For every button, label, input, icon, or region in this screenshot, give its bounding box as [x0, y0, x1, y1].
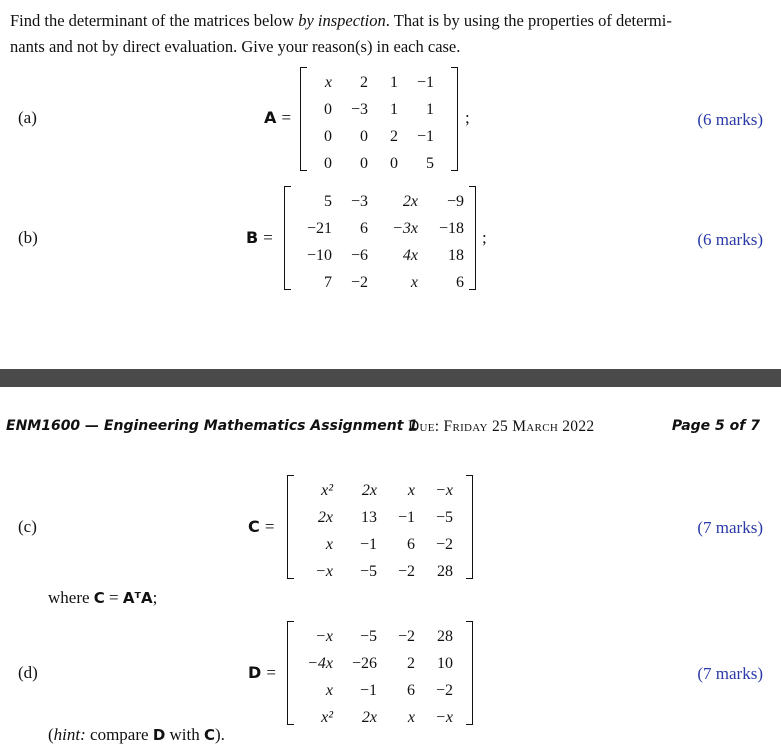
- matrix-cell: 0: [324, 128, 332, 145]
- matrix-cell: −1: [359, 536, 377, 553]
- matrix-cell: 5: [324, 193, 332, 210]
- matrix-cell: 13: [361, 509, 377, 526]
- matrix-cell: −3x: [392, 220, 418, 237]
- matrix-cell: 10: [437, 655, 453, 672]
- where-eq: =: [104, 588, 123, 607]
- equals: =: [266, 663, 276, 682]
- marks-d: (7 marks): [697, 664, 763, 683]
- matrix-c-table: [297, 477, 453, 585]
- matrix-cell: −3: [350, 101, 368, 118]
- page-break: [0, 369, 781, 387]
- where-clause: [48, 588, 157, 608]
- matrix-cell: −4x: [307, 655, 333, 672]
- matrix-a-row: [310, 69, 434, 96]
- matrix-cell: −6: [350, 247, 368, 264]
- marks-c: (7 marks): [697, 518, 763, 537]
- matrix-b-row: [294, 188, 464, 215]
- matrix-cell: −10: [306, 247, 332, 264]
- matrix-d-row: [297, 623, 453, 650]
- matrix-cell: −x: [315, 628, 333, 645]
- matrix-cell: x: [410, 274, 418, 291]
- matrix-cell: 2x: [317, 509, 333, 526]
- matrix-cell: −5: [359, 563, 377, 580]
- matrix-d-row: [297, 677, 453, 704]
- matrix-cell: −1: [416, 128, 434, 145]
- matrix-cell: −x: [315, 563, 333, 580]
- intro-text: Find the determinant of the matrices below: [10, 11, 299, 30]
- name-C: C: [248, 517, 260, 536]
- label-a: (a): [18, 108, 37, 127]
- matrix-cell: −18: [438, 220, 464, 237]
- matrix-cell: −1: [397, 509, 415, 526]
- matrix-a-row: [310, 150, 434, 177]
- matrix-cell: 2: [360, 74, 368, 91]
- matrix-cell: x: [324, 74, 332, 91]
- matrix-cell: 18: [448, 247, 464, 264]
- matrix-a-row: [310, 123, 434, 150]
- matrix-name-a: [264, 108, 291, 128]
- due-date: Due: Friday 25 March 2022: [408, 418, 595, 435]
- hint-close: ).: [215, 725, 225, 744]
- matrix-c-row: [297, 558, 453, 585]
- matrix-cell: 2x: [361, 709, 377, 726]
- where-end: ;: [152, 588, 158, 607]
- matrix-name-d: [248, 663, 276, 683]
- matrix-cell: −2: [350, 274, 368, 291]
- matrix-cell: 0: [324, 155, 332, 172]
- matrix-a-row: [310, 96, 434, 123]
- matrix-cell: −2: [397, 628, 415, 645]
- where-text: where: [48, 588, 94, 607]
- matrix-c: [287, 475, 473, 579]
- intro-text-cont: . That is by using the properties of determi-: [385, 11, 672, 30]
- hint-with: with: [165, 725, 204, 744]
- matrix-cell: 0: [324, 101, 332, 118]
- equals: =: [264, 517, 275, 536]
- marks-b: (6 marks): [697, 230, 763, 249]
- equals: =: [281, 108, 292, 127]
- matrix-cell: −2: [397, 563, 415, 580]
- equals: =: [263, 228, 273, 247]
- instructions: [10, 8, 770, 60]
- matrix-cell: 6: [407, 682, 415, 699]
- label-b: (b): [18, 228, 38, 247]
- matrix-d-row: [297, 704, 453, 731]
- matrix-cell: 0: [360, 155, 368, 172]
- matrix-cell: 1: [426, 101, 434, 118]
- matrix-b-table: [294, 188, 464, 296]
- matrix-cell: 0: [360, 128, 368, 145]
- matrix-d-row: [297, 650, 453, 677]
- name-A: A: [264, 108, 277, 127]
- intro-line2: nants and not by direct evaluation. Give your reason(s) in each case.: [10, 37, 461, 56]
- matrix-a-table: [310, 69, 434, 177]
- matrix-cell: −5: [359, 628, 377, 645]
- matrix-cell: −2: [435, 682, 453, 699]
- matrix-d-table: [297, 623, 453, 731]
- name-B: B: [246, 228, 259, 247]
- hint-open: (: [48, 725, 54, 744]
- matrix-cell: −21: [306, 220, 332, 237]
- matrix-cell: 6: [407, 536, 415, 553]
- hint: [48, 725, 225, 745]
- matrix-cell: 28: [437, 628, 453, 645]
- hint-C: C: [204, 726, 216, 744]
- label-d: (d): [18, 663, 38, 682]
- where-C: C: [93, 589, 105, 607]
- matrix-cell: 2x: [361, 482, 377, 499]
- matrix-b-row: [294, 242, 464, 269]
- matrix-cell: 28: [437, 563, 453, 580]
- matrix-cell: x²: [321, 482, 333, 499]
- matrix-cell: −x: [435, 709, 453, 726]
- matrix-cell: 5: [426, 155, 434, 172]
- matrix-b-row: [294, 215, 464, 242]
- where-ATA: AᵀA: [122, 589, 153, 607]
- matrix-cell: 2: [407, 655, 415, 672]
- matrix-c-row: [297, 504, 453, 531]
- page-number: Page 5 of 7: [671, 418, 760, 434]
- matrix-cell: 1: [390, 74, 398, 91]
- matrix-cell: 0: [390, 155, 398, 172]
- label-c: (c): [18, 517, 37, 536]
- matrix-cell: −3: [350, 193, 368, 210]
- intro-emphasis: by inspection: [298, 11, 386, 30]
- matrix-c-row: [297, 531, 453, 558]
- matrix-cell: 1: [390, 101, 398, 118]
- semicolon-a: ;: [465, 108, 470, 127]
- hint-text: compare: [85, 725, 153, 744]
- matrix-cell: 6: [360, 220, 368, 237]
- matrix-name-c: [248, 517, 274, 537]
- matrix-b: [284, 186, 476, 290]
- semicolon-b: ;: [482, 228, 487, 247]
- matrix-d: [287, 621, 473, 725]
- matrix-cell: 6: [456, 274, 464, 291]
- matrix-cell: 2x: [402, 193, 418, 210]
- name-D: D: [248, 663, 262, 682]
- hint-label: hint:: [53, 725, 86, 744]
- matrix-cell: −26: [351, 655, 377, 672]
- matrix-name-b: [246, 228, 273, 248]
- hint-D: D: [152, 726, 166, 744]
- matrix-cell: −1: [359, 682, 377, 699]
- matrix-cell: −1: [416, 74, 434, 91]
- matrix-cell: −x: [435, 482, 453, 499]
- matrix-a: [300, 67, 458, 171]
- matrix-cell: x²: [321, 709, 333, 726]
- matrix-c-row: [297, 477, 453, 504]
- matrix-cell: −9: [446, 193, 464, 210]
- matrix-cell: x: [407, 482, 415, 499]
- matrix-cell: x: [325, 682, 333, 699]
- matrix-cell: −5: [435, 509, 453, 526]
- matrix-cell: −2: [435, 536, 453, 553]
- matrix-cell: 7: [324, 274, 332, 291]
- marks-a: (6 marks): [697, 110, 763, 129]
- course-title: ENM1600 — Engineering Mathematics Assignment 1: [6, 418, 419, 434]
- matrix-cell: x: [407, 709, 415, 726]
- matrix-b-row: [294, 269, 464, 296]
- matrix-cell: 2: [390, 128, 398, 145]
- matrix-cell: 4x: [402, 247, 418, 264]
- matrix-cell: x: [325, 536, 333, 553]
